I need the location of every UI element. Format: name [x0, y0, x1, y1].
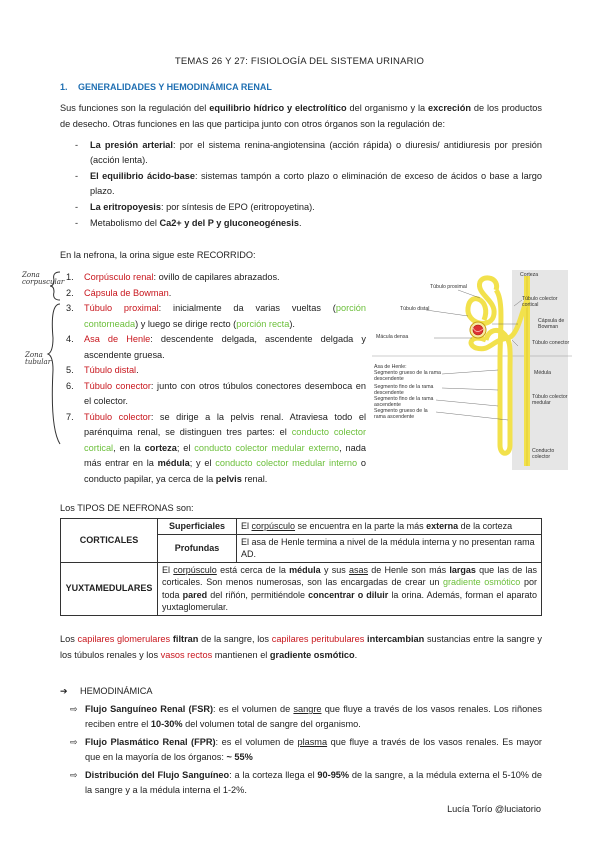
bold-run: Flujo Sanguíneo Renal (FSR)	[85, 704, 214, 714]
row-header-yuxtamedulares: YUXTAMEDULARES	[61, 562, 158, 615]
text-run: Los	[60, 634, 78, 644]
label-corteza: Corteza	[520, 272, 539, 278]
text-run: .	[136, 365, 139, 375]
bold-run: gradiente osmótico	[269, 649, 355, 660]
text-run: de los productos de desecho. Otras funciones en las que participa junto con otros órganos son la regulación de:	[60, 103, 542, 129]
diagram-labels	[372, 270, 572, 470]
underlined-run: plasma	[297, 737, 328, 747]
text-run: sustancias entre la sangre y los túbulos renales y los	[60, 634, 542, 660]
text-run: El	[162, 564, 174, 575]
green-term: porción recta	[236, 318, 290, 329]
text-run: : por el sistema renina-angiotensina (acción rápida) o diuresis/ antidiuresis por presión (acción lenta).	[90, 140, 542, 165]
label-asa-henle: Asa de Henle:	[374, 364, 407, 370]
bold-run: médula	[157, 458, 190, 468]
step-number: 2.	[66, 287, 74, 298]
text-run: : junto con otros túbulos conectores desemboca en el colector.	[84, 380, 366, 406]
bold-run: 90-95%	[317, 770, 350, 780]
label-capsula: Cápsula de Bowman	[538, 318, 565, 330]
step-number: 7.	[66, 411, 74, 422]
bold-run: Ca2+ y del P y gluconeogénesis	[159, 218, 299, 228]
text-run: que fluye a través de los vasos renales. Es mayor que en la mayoría de los órganos:	[85, 737, 542, 762]
handwritten-note-zona-tubular: Zona tubular	[25, 351, 52, 366]
capillaries-paragraph	[60, 632, 542, 663]
green-term: porción contorneada	[84, 303, 366, 329]
text-run: o conducto papilar, ya cerca de la	[84, 458, 366, 484]
cell-profundas: Profundas	[158, 534, 237, 562]
handwritten-note-zona-corpuscular: Zona corpuscular	[22, 271, 65, 286]
label-tubulo-distal: Túbulo distal	[400, 306, 430, 312]
underlined-run: sangre	[293, 704, 322, 714]
label-seg-grueso-desc: Segmento grueso de la rama descendente	[374, 370, 441, 382]
step-item	[60, 379, 366, 410]
step-name: Corpúsculo renal	[84, 272, 154, 282]
cell-superficiales: Superficiales	[158, 519, 237, 535]
bold-run: equilibrio hídrico y electrolítico	[209, 103, 347, 113]
underlined-run: corpúsculo	[173, 564, 217, 575]
red-term: vasos rectos	[160, 649, 213, 660]
step-name: Túbulo colector	[84, 411, 151, 422]
bold-run: intercambian	[364, 634, 425, 644]
bold-run: largas	[449, 564, 476, 575]
underlined-run: corpúsculo	[251, 521, 296, 531]
text-run: está cerca de la	[216, 564, 290, 575]
step-item	[60, 301, 366, 332]
author-signature: Lucía Torío @luciatorio	[447, 804, 541, 814]
tipos-intro: Los TIPOS DE NEFRONAS son:	[60, 503, 194, 513]
text-run: se encuentra en la parte la más	[295, 521, 427, 531]
section-heading	[60, 82, 272, 92]
hemodinamica-heading	[60, 686, 152, 697]
list-item	[60, 768, 542, 798]
label-tubulo-colector-medular: Túbulo colector medular	[532, 394, 568, 406]
bold-run: El equilibrio ácido-base	[90, 171, 195, 181]
bold-run: ~ 55%	[226, 752, 253, 762]
step-name: Cápsula de Bowman	[84, 287, 169, 298]
text-run: : inicialmente da varias vueltas (	[158, 303, 336, 313]
text-run: de la sangre, los	[198, 634, 272, 644]
list-item	[60, 702, 542, 732]
text-run: renal.	[241, 473, 268, 484]
step-item	[60, 410, 366, 488]
step-item	[60, 363, 366, 379]
label-seg-fino-asc: Segmento fino de la rama ascendente	[374, 396, 434, 408]
list-item	[60, 138, 542, 168]
hollow-arrow-icon: ⇨	[70, 704, 78, 714]
step-name: Asa de Henle	[84, 334, 151, 344]
hollow-arrow-icon: ⇨	[70, 770, 78, 780]
green-term: conducto colector medular interno	[215, 458, 358, 468]
text-run: , nada más entrar en la	[84, 442, 366, 468]
cell-yuxtamedulares-desc	[158, 562, 542, 615]
green-term: gradiente osmótico	[443, 577, 521, 587]
text-run: .	[168, 287, 172, 298]
green-term: conducto colector cortical	[84, 427, 367, 453]
bold-run: excreción	[428, 103, 471, 113]
step-number: 4.	[66, 334, 74, 344]
step-number: 5.	[66, 365, 74, 375]
label-tubulo-conector: Túbulo conector	[532, 340, 570, 346]
text-run: : es el volumen de	[215, 737, 298, 747]
text-run: .	[354, 649, 358, 660]
label-seg-grueso-asc: Segmento grueso de la rama ascendente	[374, 408, 428, 420]
list-item	[60, 216, 542, 231]
text-run: ) y luego se dirige recto (	[135, 318, 237, 329]
label-macula-densa: Mácula densa	[376, 334, 409, 340]
cell-profundas-desc: El asa de Henle termina a nivel de la médula interna y no presentan rama AD.	[237, 534, 542, 562]
text-run: de la corteza	[458, 521, 513, 531]
text-run: de Henle son más	[368, 564, 450, 575]
bold-run: filtran	[170, 634, 199, 644]
text-run: : sistemas tampón a corto plazo o eliminación de exceso de ácidos o base a largo plazo.	[90, 171, 542, 196]
text-run: ; y el	[189, 458, 216, 468]
step-number: 1.	[66, 272, 74, 282]
text-run: la orina. Además, forman el aparato yuxtaglomerular.	[162, 589, 537, 612]
text-run: Sus funciones son la regulación del	[60, 103, 210, 113]
label-seg-fino-desc: Segmento fino de la rama descendente	[374, 384, 434, 396]
text-run: : por síntesis de EPO (eritropoyetina).	[160, 202, 315, 212]
text-run: que fluye a través de los vasos renales. Los riñones reciben entre el	[85, 704, 542, 729]
bold-run: médula	[289, 564, 321, 575]
text-run: .	[298, 218, 302, 228]
text-run: del volumen total de sangre del organismo.	[182, 719, 361, 729]
list-item	[60, 200, 542, 215]
text-run: ; el	[176, 442, 195, 453]
recorrido-steps	[60, 270, 366, 487]
text-run: mantienen el	[212, 649, 270, 660]
bold-run: pelvis	[215, 473, 242, 484]
list-item	[60, 735, 542, 765]
document-title: TEMAS 26 Y 27: FISIOLOGÍA DEL SISTEMA URINARIO	[174, 56, 425, 67]
text-run: del riñón, permitiéndole	[207, 589, 309, 600]
arrow-icon: ➔	[60, 686, 68, 696]
section-number: 1.	[60, 82, 68, 92]
label-medula: Médula	[534, 370, 552, 376]
hollow-arrow-icon: ⇨	[70, 737, 78, 747]
text-run: ).	[289, 318, 295, 329]
nephron-types-table	[60, 518, 542, 616]
text-run: del organismo y la	[346, 103, 429, 113]
step-item	[60, 286, 366, 302]
section-title: GENERALIDADES Y HEMODINÁMICA RENAL	[78, 82, 272, 92]
bold-run: pared	[182, 589, 208, 600]
intro-paragraph	[60, 101, 542, 132]
text-run: : es el volumen de	[213, 704, 294, 714]
text-run: : se dirige a la pelvis renal. Atraviesa todo el parénquima renal, se distinguen tres partes: el	[84, 411, 366, 437]
bold-run: externa	[426, 521, 459, 531]
text-run: , en la	[113, 442, 145, 453]
green-term: conducto colector medular externo	[194, 442, 340, 453]
text-run: Metabolismo del	[90, 218, 160, 228]
bold-run: 10-30%	[150, 719, 183, 729]
bold-run: corteza	[144, 442, 177, 453]
hemodinamica-title: HEMODINÁMICA	[80, 686, 153, 696]
text-run: : ovillo de capilares abrazados.	[153, 272, 280, 282]
bold-run: La eritropoyesis	[90, 202, 161, 212]
table-row	[61, 562, 542, 615]
row-header-corticales: CORTICALES	[61, 519, 158, 563]
red-term: capilares glomerulares	[77, 634, 171, 644]
list-item	[60, 169, 542, 199]
bold-run: Distribución del Flujo Sanguíneo	[85, 770, 230, 780]
bold-run: concentrar o diluir	[308, 589, 389, 600]
label-tubulo-proximal: Túbulo proximal	[430, 284, 467, 290]
hemodinamica-list	[60, 702, 542, 801]
text-run: que las de las corticales. Son menos numerosas, son las encargadas de crear un	[162, 564, 537, 587]
label-conducto-colector: Conducto colector	[532, 448, 555, 460]
step-item	[60, 270, 366, 286]
text-run: por toda	[162, 577, 537, 600]
step-item	[60, 332, 366, 363]
bold-run: La presión arterial	[90, 140, 173, 150]
text-run: y sus	[320, 564, 349, 575]
table-row	[61, 519, 542, 535]
red-term: capilares peritubulares	[271, 634, 365, 644]
text-run: El	[241, 521, 252, 531]
cell-superficiales-desc	[237, 519, 542, 535]
step-name: Túbulo proximal	[84, 303, 159, 313]
step-name: Túbulo distal	[84, 365, 137, 375]
text-run: de la sangre, a la médula externa el 5-10% de la sangre y a la médula interna el 1-2%.	[85, 770, 542, 795]
step-number: 6.	[66, 380, 74, 391]
step-number: 3.	[66, 303, 74, 313]
underlined-run: asas	[348, 564, 368, 575]
step-name: Túbulo conector	[84, 380, 151, 391]
text-run: : a la corteza llega el	[229, 770, 318, 780]
label-tubulo-colector-cortical: Túbulo colector cortical	[522, 296, 558, 308]
recorrido-intro: En la nefrona, la orina sigue este RECORRIDO:	[60, 250, 256, 260]
bold-run: Flujo Plasmático Renal (FPR)	[85, 737, 216, 747]
text-run: : descendente delgada, ascendente delgada y ascendente gruesa.	[84, 334, 366, 360]
functions-list	[60, 138, 542, 232]
